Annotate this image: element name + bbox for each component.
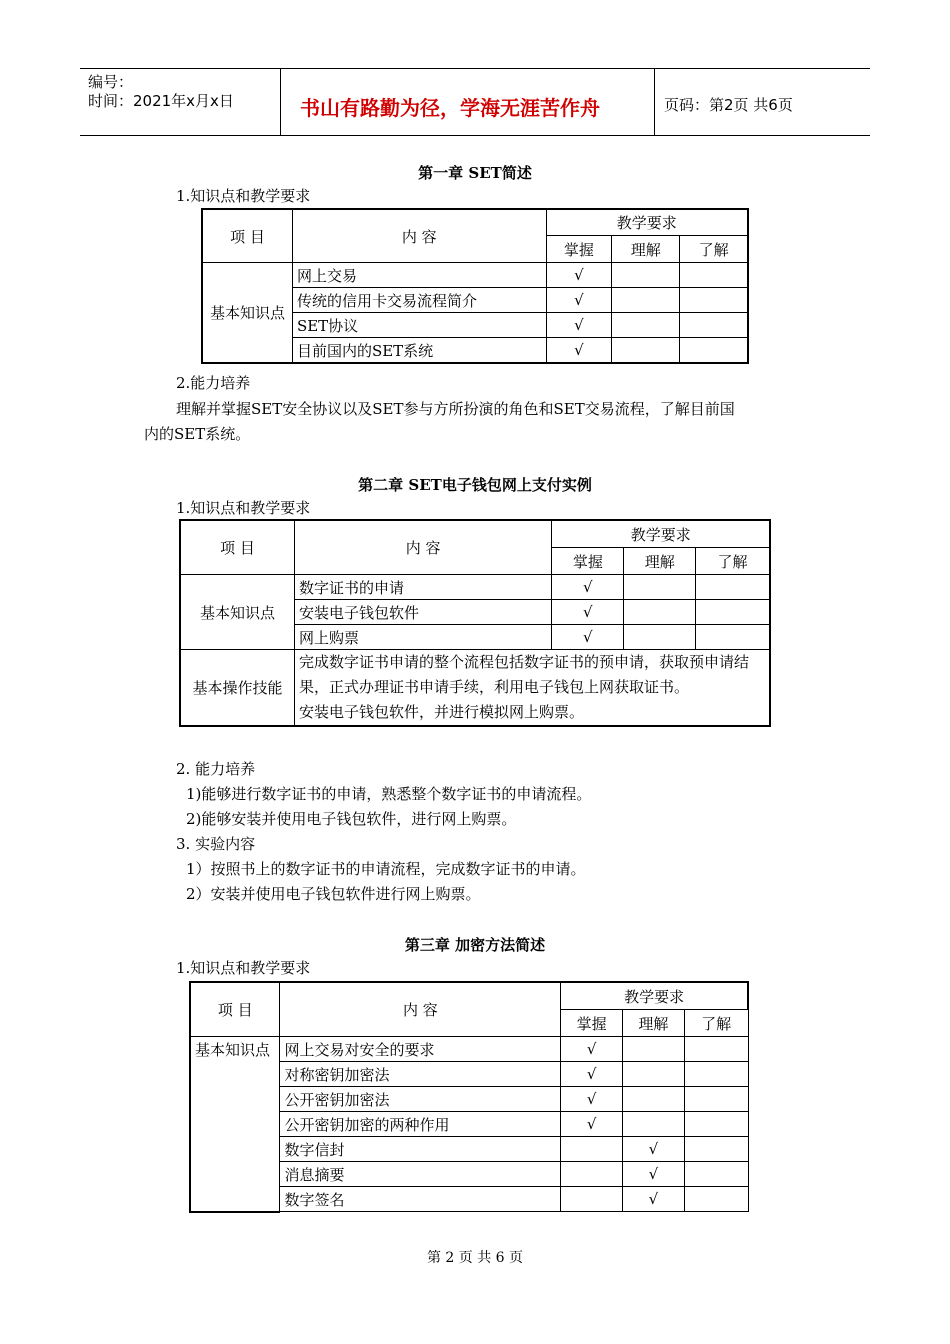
know-cell bbox=[696, 600, 770, 625]
list-item: 1）按照书上的数字证书的申请流程，完成数字证书的申请。 bbox=[186, 860, 586, 878]
header-item: 项 目 bbox=[181, 521, 295, 575]
section-heading: 1.知识点和教学要求 bbox=[176, 187, 311, 205]
content-cell: 公开密钥加密法 bbox=[280, 1087, 561, 1112]
group-label: 基本知识点 bbox=[203, 263, 293, 363]
content-cell: 传统的信用卡交易流程简介 bbox=[292, 288, 546, 313]
header-master: 掌握 bbox=[552, 548, 624, 575]
header-bottom-rule bbox=[80, 135, 870, 136]
content-cell: 数字签名 bbox=[280, 1187, 561, 1212]
master-cell: √ bbox=[552, 625, 624, 650]
header-understand: 理解 bbox=[624, 548, 696, 575]
content-cell: 安装电子钱包软件 bbox=[294, 600, 551, 625]
know-cell bbox=[684, 1187, 748, 1212]
know-cell bbox=[696, 575, 770, 600]
master-cell: √ bbox=[561, 1062, 623, 1087]
header-content: 内 容 bbox=[280, 982, 561, 1037]
master-cell bbox=[561, 1187, 623, 1212]
header-requirement: 教学要求 bbox=[546, 210, 747, 236]
know-cell bbox=[680, 288, 748, 313]
header-know: 了解 bbox=[684, 1010, 748, 1037]
understand-cell bbox=[623, 1037, 685, 1062]
know-cell bbox=[684, 1112, 748, 1137]
section-heading: 1.知识点和教学要求 bbox=[176, 499, 311, 517]
paragraph-line: 理解并掌握SET安全协议以及SET参与方所扮演的角色和SET交易流程，了解目前国 bbox=[176, 400, 735, 418]
page-footer: 第 2 页 共 6 页 bbox=[426, 1250, 524, 1266]
header-divider bbox=[280, 69, 281, 136]
header-know: 了解 bbox=[680, 236, 748, 263]
group-label: 基本知识点 bbox=[190, 1037, 280, 1212]
chapter-title: 第一章 SET简述 bbox=[418, 164, 532, 182]
know-cell bbox=[684, 1137, 748, 1162]
time-label: 时间：2021年x月x日 bbox=[88, 92, 234, 110]
understand-cell: √ bbox=[623, 1162, 685, 1187]
master-cell: √ bbox=[546, 338, 612, 363]
know-cell bbox=[684, 1037, 748, 1062]
know-cell bbox=[680, 338, 748, 363]
content-cell: 数字证书的申请 bbox=[294, 575, 551, 600]
header-understand: 理解 bbox=[612, 236, 680, 263]
understand-cell bbox=[624, 625, 696, 650]
header-content: 内 容 bbox=[294, 521, 551, 575]
group-label: 基本操作技能 bbox=[181, 650, 295, 726]
content-cell: 目前国内的SET系统 bbox=[292, 338, 546, 363]
understand-cell: √ bbox=[623, 1187, 685, 1212]
header-master: 掌握 bbox=[546, 236, 612, 263]
master-cell bbox=[561, 1137, 623, 1162]
header-content: 内 容 bbox=[292, 210, 546, 263]
content-cell: 网上交易对安全的要求 bbox=[280, 1037, 561, 1062]
header-item: 项 目 bbox=[203, 210, 293, 263]
content-cell: SET协议 bbox=[292, 313, 546, 338]
header-understand: 理解 bbox=[623, 1010, 685, 1037]
know-cell bbox=[680, 263, 748, 288]
master-cell: √ bbox=[561, 1037, 623, 1062]
content-cell: 数字信封 bbox=[280, 1137, 561, 1162]
understand-cell bbox=[624, 575, 696, 600]
master-cell: √ bbox=[552, 600, 624, 625]
paragraph-line: 内的SET系统。 bbox=[144, 425, 251, 443]
page-label: 页码：第2页 共6页 bbox=[664, 96, 793, 114]
chapter-title: 第二章 SET电子钱包网上支付实例 bbox=[358, 476, 592, 494]
motto: 书山有路勤为径，学海无涯苦作舟 bbox=[300, 96, 600, 120]
list-item: 2)能够安装并使用电子钱包软件，进行网上购票。 bbox=[186, 810, 517, 828]
content-cell: 网上购票 bbox=[294, 625, 551, 650]
master-cell: √ bbox=[561, 1112, 623, 1137]
header-top-rule bbox=[80, 68, 870, 69]
understand-cell bbox=[624, 600, 696, 625]
requirements-table bbox=[202, 209, 748, 363]
understand-cell bbox=[612, 338, 680, 363]
list-item: 1)能够进行数字证书的申请，熟悉整个数字证书的申请流程。 bbox=[186, 785, 592, 803]
chapter-title: 第三章 加密方法简述 bbox=[404, 936, 546, 954]
know-cell bbox=[684, 1162, 748, 1187]
header-divider bbox=[654, 69, 655, 136]
skill-item: 安装电子钱包软件，并进行模拟网上购票。 bbox=[298, 703, 584, 721]
understand-cell: √ bbox=[623, 1137, 685, 1162]
know-cell bbox=[680, 313, 748, 338]
understand-cell bbox=[623, 1112, 685, 1137]
master-cell: √ bbox=[546, 313, 612, 338]
list-item: 2）安装并使用电子钱包软件进行网上购票。 bbox=[186, 885, 481, 903]
know-cell bbox=[696, 625, 770, 650]
section-heading: 3. 实验内容 bbox=[176, 835, 256, 853]
header-requirement: 教学要求 bbox=[552, 521, 770, 548]
group-label: 基本知识点 bbox=[181, 575, 295, 650]
know-cell bbox=[684, 1087, 748, 1112]
master-cell: √ bbox=[546, 263, 612, 288]
number-label: 编号： bbox=[88, 73, 134, 91]
section-heading: 2.能力培养 bbox=[176, 374, 251, 392]
header-requirement: 教学要求 bbox=[561, 982, 748, 1010]
master-cell: √ bbox=[552, 575, 624, 600]
content-cell: 公开密钥加密的两种作用 bbox=[280, 1112, 561, 1137]
understand-cell bbox=[612, 263, 680, 288]
header-know: 了解 bbox=[696, 548, 770, 575]
skills-cell bbox=[294, 650, 769, 726]
header-item: 项 目 bbox=[190, 982, 280, 1037]
header-master: 掌握 bbox=[561, 1010, 623, 1037]
requirements-table bbox=[180, 520, 770, 726]
know-cell bbox=[684, 1062, 748, 1087]
content-cell: 对称密钥加密法 bbox=[280, 1062, 561, 1087]
section-heading: 1.知识点和教学要求 bbox=[176, 959, 311, 977]
content-cell: 网上交易 bbox=[292, 263, 546, 288]
section-heading: 2. 能力培养 bbox=[176, 760, 256, 778]
understand-cell bbox=[612, 288, 680, 313]
skill-item: 完成数字证书申请的整个流程包括数字证书的预申请，获取预申请结果，正式办理证书申请手续，利用电子钱包上网获取证书。 bbox=[298, 653, 749, 696]
understand-cell bbox=[612, 313, 680, 338]
content-cell: 消息摘要 bbox=[280, 1162, 561, 1187]
understand-cell bbox=[623, 1062, 685, 1087]
master-cell bbox=[561, 1162, 623, 1187]
master-cell: √ bbox=[546, 288, 612, 313]
master-cell: √ bbox=[561, 1087, 623, 1112]
understand-cell bbox=[623, 1087, 685, 1112]
requirements-table bbox=[189, 981, 749, 1213]
